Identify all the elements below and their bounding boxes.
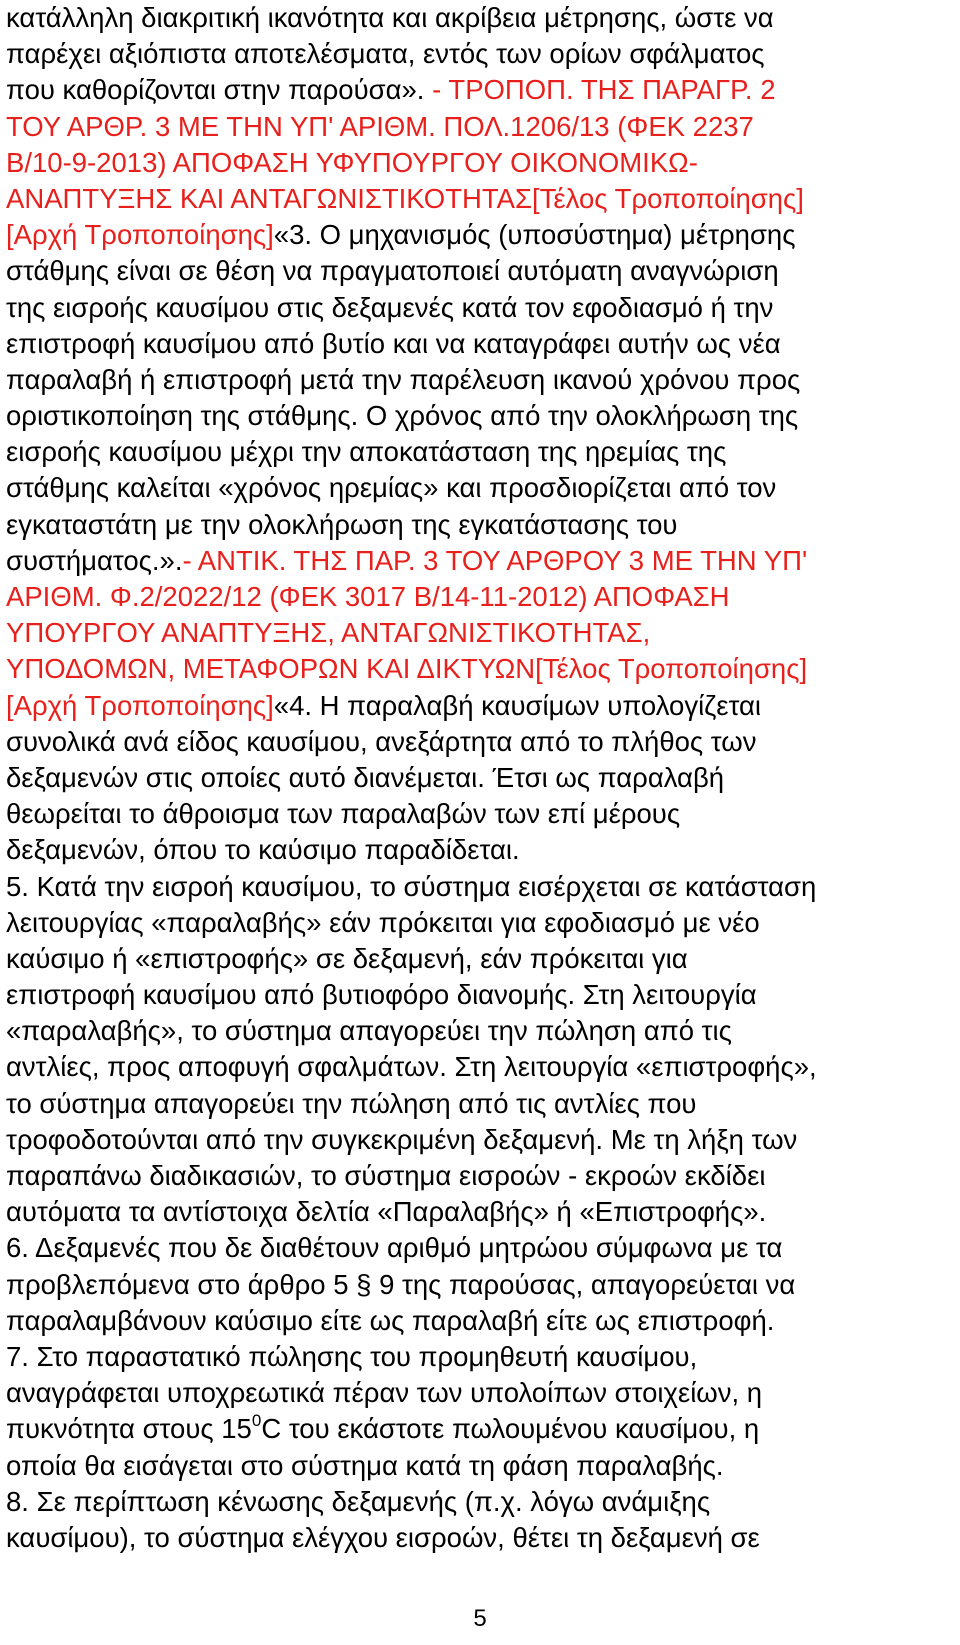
document-page — [6, 0, 956, 1556]
amendment-note: ΑΡΙΘΜ. Φ.2/2022/12 (ΦΕΚ 3017 Β/14-11-2012) ΑΠΟΦΑΣΗ — [6, 581, 730, 612]
text-line — [6, 253, 956, 289]
text-line — [6, 977, 956, 1013]
text-segment: αναγράφεται υποχρεωτικά πέραν των υπολοίπων στοιχείων, η — [6, 1377, 763, 1409]
amendment-note: - ΑΝΤΙΚ. ΤΗΣ ΠΑΡ. 3 ΤΟΥ ΑΡΘΡΟΥ 3 ΜΕ ΤΗΝ ΥΠ' — [182, 544, 808, 576]
amendment-note: ΤΟΥ ΑΡΘΡ. 3 ΜΕ ΤΗΝ ΥΠ' ΑΡΙΘΜ. ΠΟΛ.1206/13 (ΦΕΚ 2237 — [6, 110, 754, 142]
text-line — [6, 1122, 956, 1158]
text-segment: C του εκάστοτε πωλουμένου καυσίμου, η — [261, 1413, 760, 1445]
text-line — [6, 1086, 956, 1122]
text-line — [6, 0, 956, 36]
text-segment: που καθορίζονται στην παρούσα». — [6, 74, 433, 106]
text-line — [6, 941, 956, 977]
text-line — [6, 1013, 956, 1049]
text-line — [6, 145, 956, 181]
text-segment: αυτόματα τα αντίστοιχα δελτία «Παραλαβής» ή «Επιστροφής». — [6, 1196, 767, 1228]
text-segment: συστήματος.». — [6, 544, 183, 576]
text-segment: αντλίες, προς αποφυγή σφαλμάτων. Στη λειτουργία «επιστροφής», — [6, 1051, 817, 1083]
text-segment: συνολικά ανά είδος καυσίμου, ανεξάρτητα από το πλήθος των — [6, 725, 757, 757]
page-number: 5 — [473, 1605, 487, 1632]
text-line — [6, 470, 956, 506]
text-line — [6, 290, 956, 326]
text-line — [6, 1484, 956, 1520]
text-line — [6, 832, 956, 868]
text-segment: επιστροφή καυσίμου από βυτίο και να καταγράφει αυτήν ως νέα — [6, 327, 781, 359]
text-segment: τροφοδοτούνται από την συγκεκριμένη δεξαμενή. Με τη λήξη των — [6, 1123, 798, 1155]
text-line — [6, 615, 956, 651]
text-line — [6, 434, 956, 470]
text-segment: 8. Σε περίπτωση κένωσης δεξαμενής (π.χ. λόγω ανάμιξης — [6, 1485, 711, 1517]
amendment-note: ΑΝΑΠΤΥΞΗΣ ΚΑΙ ΑΝΤΑΓΩΝΙΣΤΙΚΟΤΗΤΑΣ[Τέλος Τροποποίησης] — [6, 182, 804, 214]
text-line — [6, 217, 956, 253]
text-segment: παρέχει αξιόπιστα αποτελέσματα, εντός των ορίων σφάλματος — [6, 38, 765, 70]
text-segment: παραλαβή ή επιστροφή μετά την παρέλευση ικανού χρόνου προς — [6, 363, 801, 395]
text-line — [6, 543, 956, 579]
amendment-note: ΥΠΟΥΡΓΟΥ ΑΝΑΠΤΥΞΗΣ, ΑΝΤΑΓΩΝΙΣΤΙΚΟΤΗΤΑΣ, — [6, 617, 651, 649]
text-line — [6, 1448, 956, 1484]
text-line — [6, 1194, 956, 1230]
text-line — [6, 796, 956, 832]
text-segment: «παραλαβής», το σύστημα απαγορεύει την πώληση από τις — [6, 1015, 732, 1047]
text-segment: καύσιμο ή «επιστροφής» σε δεξαμενή, εάν πρόκειται για — [6, 942, 688, 974]
text-segment: θεωρείται το άθροισμα των παραλαβών των επί μέρους — [6, 798, 681, 830]
text-line — [6, 688, 956, 724]
text-line — [6, 362, 956, 398]
text-line — [6, 1158, 956, 1194]
text-line — [6, 181, 956, 217]
text-line — [6, 1049, 956, 1085]
text-line — [6, 507, 956, 543]
amendment-note: [Αρχή Τροποποίησης] — [6, 219, 274, 251]
text-segment: επιστροφή καυσίμου από βυτιοφόρο διανομής. Στη λειτουργία — [6, 979, 757, 1011]
amendment-note: [Αρχή Τροποποίησης] — [6, 689, 274, 721]
superscript: 0 — [251, 1411, 262, 1431]
text-segment: δεξαμενών, όπου το καύσιμο παραδίδεται. — [6, 834, 520, 866]
text-line — [6, 651, 956, 687]
text-line — [6, 1375, 956, 1411]
text-line — [6, 72, 956, 108]
text-line — [6, 109, 956, 145]
text-segment: λειτουργίας «παραλαβής» εάν πρόκειται για εφοδιασμό με νέο — [6, 906, 760, 938]
text-segment: στάθμης καλείται «χρόνος ηρεμίας» και προσδιορίζεται από τον — [6, 472, 777, 504]
text-line — [6, 724, 956, 760]
text-segment: προβλεπόμενα στο άρθρο 5 § 9 της παρούσας, απαγορεύεται να — [6, 1268, 796, 1300]
text-line — [6, 579, 956, 615]
amendment-note: ΥΠΟΔΟΜΩΝ, ΜΕΤΑΦΟΡΩΝ ΚΑΙ ΔΙΚΤΥΩΝ[Τέλος Τροποποίησης] — [6, 653, 808, 685]
text-segment: παραλαμβάνουν καύσιμο είτε ως παραλαβή είτε ως επιστροφή. — [6, 1304, 775, 1336]
text-segment: της εισροής καυσίμου στις δεξαμενές κατά τον εφοδιασμό ή την — [6, 291, 774, 323]
text-line — [6, 1339, 956, 1375]
text-segment: «3. Ο μηχανισμός (υποσύστημα) μέτρησης — [273, 219, 796, 251]
text-line — [6, 760, 956, 796]
text-segment: «4. Η παραλαβή καυσίμων υπολογίζεται — [273, 689, 762, 721]
text-segment: 6. Δεξαμενές που δε διαθέτουν αριθμό μητρώου σύμφωνα με τα — [6, 1232, 783, 1264]
text-segment: εισροής καυσίμου μέχρι την αποκατάσταση της ηρεμίας της — [6, 436, 727, 468]
text-line — [6, 36, 956, 72]
text-segment: οριστικοποίηση της στάθμης. Ο χρόνος από την ολοκλήρωση της — [6, 400, 799, 432]
text-segment: το σύστημα απαγορεύει την πώληση από τις αντλίες που — [6, 1087, 697, 1119]
text-line — [6, 905, 956, 941]
text-line — [6, 1230, 956, 1266]
text-segment: 7. Στο παραστατικό πώλησης του προμηθευτή καυσίμου, — [6, 1340, 698, 1372]
text-segment: στάθμης είναι σε θέση να πραγματοποιεί αυτόματη αναγνώριση — [6, 255, 779, 287]
text-line — [6, 398, 956, 434]
text-segment: πυκνότητα στους 15 — [6, 1413, 252, 1445]
text-line — [6, 1303, 956, 1339]
text-segment: καυσίμου), το σύστημα ελέγχου εισροών, θέτει τη δεξαμενή σε — [6, 1521, 760, 1553]
text-line — [6, 1411, 956, 1447]
document-body — [6, 0, 956, 1556]
text-line — [6, 1267, 956, 1303]
text-segment: παραπάνω διαδικασιών, το σύστημα εισροών - εκροών εκδίδει — [6, 1160, 766, 1191]
text-segment: 5. Κατά την εισροή καυσίμου, το σύστημα εισέρχεται σε κατάσταση — [6, 870, 817, 902]
text-line — [6, 326, 956, 362]
text-segment: δεξαμενών στις οποίες αυτό διανέμεται. Έτσι ως παραλαβή — [6, 761, 725, 793]
amendment-note: - ΤΡΟΠΟΠ. ΤΗΣ ΠΑΡΑΓΡ. 2 — [432, 74, 776, 106]
text-segment: εγκαταστάτη με την ολοκλήρωση της εγκατάστασης του — [6, 508, 678, 540]
text-segment: οποία θα εισάγεται στο σύστημα κατά τη φάση παραλαβής. — [6, 1449, 724, 1481]
text-line — [6, 1520, 956, 1556]
text-segment: κατάλληλη διακριτική ικανότητα και ακρίβεια μέτρησης, ώστε να — [6, 2, 774, 33]
text-line — [6, 869, 956, 905]
amendment-note: Β/10-9-2013) ΑΠΟΦΑΣΗ ΥΦΥΠΟΥΡΓΟΥ ΟΙΚΟΝΟΜΙΚΩ- — [6, 146, 698, 178]
